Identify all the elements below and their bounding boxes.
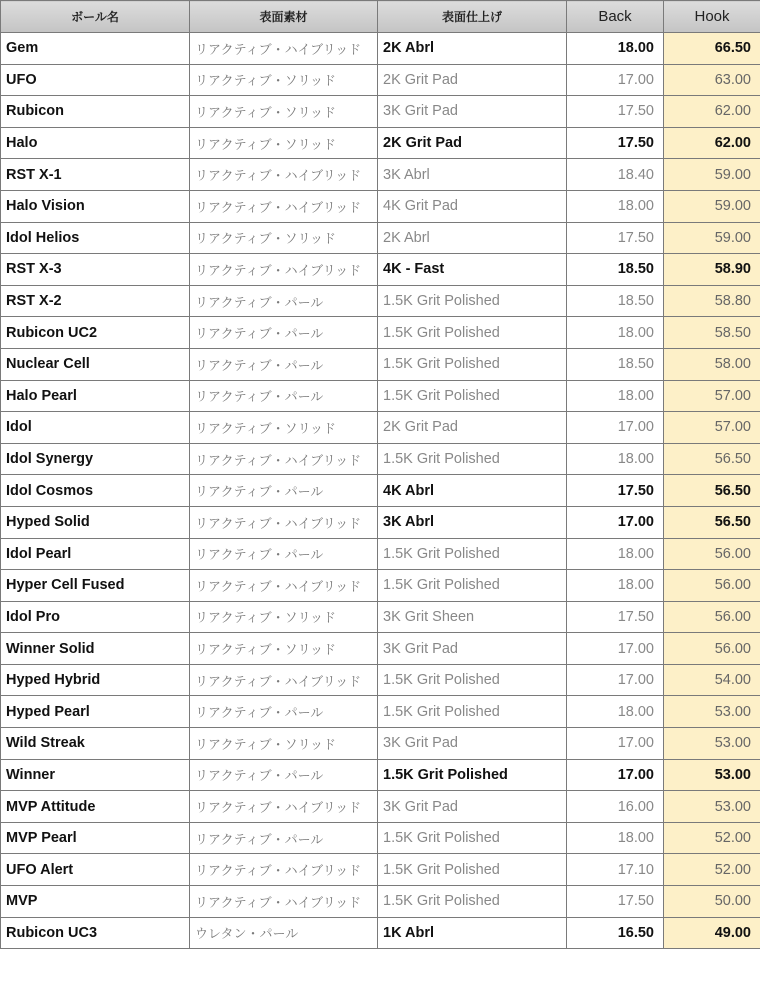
surface-material-cell: リアクティブ・ソリッド [190,222,378,254]
hook-value-cell: 56.50 [664,443,760,475]
surface-finish-cell: 4K - Fast [378,254,567,286]
surface-finish-cell: 1.5K Grit Polished [378,664,567,696]
ball-name-cell: Idol [1,412,190,444]
table-row [1,854,760,886]
ball-name-cell: Halo Pearl [1,380,190,412]
table-row [1,886,760,918]
ball-name-cell: Idol Helios [1,222,190,254]
surface-material-cell: リアクティブ・ハイブリッド [190,506,378,538]
back-value-cell: 17.50 [567,127,664,159]
back-value-cell: 17.50 [567,475,664,507]
table-row [1,475,760,507]
back-value-cell: 18.00 [567,822,664,854]
table-row [1,759,760,791]
hook-value-cell: 54.00 [664,664,760,696]
surface-finish-cell: 3K Grit Pad [378,633,567,665]
table-row [1,412,760,444]
ball-name-cell: Wild Streak [1,728,190,760]
header-row [1,1,760,33]
hook-value-cell: 57.00 [664,380,760,412]
surface-material-cell: リアクティブ・パール [190,759,378,791]
back-value-cell: 17.10 [567,854,664,886]
back-value-cell: 17.00 [567,506,664,538]
surface-finish-cell: 1.5K Grit Polished [378,317,567,349]
surface-finish-cell: 1.5K Grit Polished [378,822,567,854]
hook-value-cell: 59.00 [664,222,760,254]
surface-material-cell: リアクティブ・ソリッド [190,601,378,633]
ball-name-cell: Halo [1,127,190,159]
header-surface-material[interactable]: 表面素材 [190,1,378,33]
surface-finish-cell: 2K Grit Pad [378,127,567,159]
surface-material-cell: リアクティブ・パール [190,285,378,317]
table-row [1,348,760,380]
back-value-cell: 17.50 [567,886,664,918]
surface-finish-cell: 1.5K Grit Polished [378,570,567,602]
surface-finish-cell: 3K Grit Pad [378,791,567,823]
hook-value-cell: 53.00 [664,759,760,791]
table-row [1,696,760,728]
hook-value-cell: 52.00 [664,822,760,854]
hook-value-cell: 52.00 [664,854,760,886]
table-row [1,127,760,159]
table-row [1,664,760,696]
ball-name-cell: Idol Pearl [1,538,190,570]
surface-material-cell: リアクティブ・ハイブリッド [190,664,378,696]
table-row [1,917,760,949]
back-value-cell: 17.50 [567,96,664,128]
hook-value-cell: 62.00 [664,127,760,159]
back-value-cell: 18.50 [567,285,664,317]
table-row [1,96,760,128]
table-row [1,64,760,96]
surface-finish-cell: 1.5K Grit Polished [378,380,567,412]
back-value-cell: 17.00 [567,728,664,760]
hook-value-cell: 58.50 [664,317,760,349]
surface-finish-cell: 3K Grit Sheen [378,601,567,633]
table-row [1,159,760,191]
surface-finish-cell: 3K Abrl [378,159,567,191]
ball-name-cell: MVP Attitude [1,791,190,823]
back-value-cell: 17.50 [567,601,664,633]
back-value-cell: 16.00 [567,791,664,823]
surface-material-cell: リアクティブ・パール [190,317,378,349]
back-value-cell: 18.00 [567,538,664,570]
ball-name-cell: Winner Solid [1,633,190,665]
surface-material-cell: リアクティブ・ハイブリッド [190,443,378,475]
back-value-cell: 17.00 [567,64,664,96]
surface-material-cell: リアクティブ・パール [190,348,378,380]
surface-finish-cell: 2K Grit Pad [378,412,567,444]
hook-value-cell: 49.00 [664,917,760,949]
ball-name-cell: UFO Alert [1,854,190,886]
surface-material-cell: リアクティブ・ソリッド [190,96,378,128]
hook-value-cell: 53.00 [664,791,760,823]
surface-finish-cell: 1.5K Grit Polished [378,854,567,886]
table-row [1,728,760,760]
table-row [1,538,760,570]
hook-value-cell: 62.00 [664,96,760,128]
header-back[interactable]: Back [567,1,664,33]
ball-name-cell: Winner [1,759,190,791]
table-row [1,570,760,602]
surface-finish-cell: 1.5K Grit Polished [378,285,567,317]
surface-material-cell: リアクティブ・ソリッド [190,633,378,665]
hook-value-cell: 56.50 [664,506,760,538]
ball-name-cell: MVP Pearl [1,822,190,854]
ball-name-cell: Gem [1,33,190,65]
ball-name-cell: Hyped Pearl [1,696,190,728]
hook-value-cell: 58.00 [664,348,760,380]
ball-name-cell: Hyped Hybrid [1,664,190,696]
surface-finish-cell: 3K Grit Pad [378,728,567,760]
surface-material-cell: リアクティブ・ハイブリッド [190,254,378,286]
hook-value-cell: 59.00 [664,159,760,191]
ball-name-cell: UFO [1,64,190,96]
surface-finish-cell: 2K Abrl [378,33,567,65]
hook-value-cell: 53.00 [664,728,760,760]
table-row [1,33,760,65]
table-row [1,222,760,254]
ball-name-cell: Rubicon UC3 [1,917,190,949]
surface-finish-cell: 3K Grit Pad [378,96,567,128]
back-value-cell: 18.00 [567,380,664,412]
table-row [1,380,760,412]
hook-value-cell: 58.90 [664,254,760,286]
ball-name-cell: Halo Vision [1,190,190,222]
surface-material-cell: リアクティブ・ハイブリッド [190,33,378,65]
surface-material-cell: リアクティブ・ハイブリッド [190,854,378,886]
hook-value-cell: 58.80 [664,285,760,317]
surface-material-cell: リアクティブ・パール [190,696,378,728]
surface-material-cell: ウレタン・パール [190,917,378,949]
table-row [1,791,760,823]
hook-value-cell: 56.50 [664,475,760,507]
surface-material-cell: リアクティブ・パール [190,475,378,507]
hook-value-cell: 63.00 [664,64,760,96]
surface-finish-cell: 4K Grit Pad [378,190,567,222]
surface-material-cell: リアクティブ・ソリッド [190,412,378,444]
header-surface-finish[interactable]: 表面仕上げ [378,1,567,33]
surface-finish-cell: 1K Abrl [378,917,567,949]
surface-finish-cell: 1.5K Grit Polished [378,443,567,475]
ball-name-cell: Hyped Solid [1,506,190,538]
table-row [1,506,760,538]
ball-name-cell: RST X-3 [1,254,190,286]
table-row [1,443,760,475]
surface-material-cell: リアクティブ・ハイブリッド [190,190,378,222]
surface-material-cell: リアクティブ・ソリッド [190,127,378,159]
ball-name-cell: Hyper Cell Fused [1,570,190,602]
hook-value-cell: 56.00 [664,633,760,665]
ball-name-cell: Idol Cosmos [1,475,190,507]
back-value-cell: 18.00 [567,190,664,222]
ball-name-cell: Rubicon UC2 [1,317,190,349]
header-ball-name[interactable]: ボール名 [1,1,190,33]
table-row [1,285,760,317]
back-value-cell: 18.00 [567,317,664,349]
ball-name-cell: RST X-2 [1,285,190,317]
surface-material-cell: リアクティブ・ハイブリッド [190,159,378,191]
hook-value-cell: 59.00 [664,190,760,222]
ball-name-cell: Idol Pro [1,601,190,633]
back-value-cell: 18.00 [567,570,664,602]
hook-value-cell: 56.00 [664,538,760,570]
surface-material-cell: リアクティブ・ハイブリッド [190,791,378,823]
hook-value-cell: 66.50 [664,33,760,65]
surface-material-cell: リアクティブ・ハイブリッド [190,570,378,602]
table-row [1,822,760,854]
back-value-cell: 18.00 [567,33,664,65]
surface-finish-cell: 1.5K Grit Polished [378,759,567,791]
back-value-cell: 18.40 [567,159,664,191]
back-value-cell: 17.00 [567,412,664,444]
surface-material-cell: リアクティブ・パール [190,538,378,570]
surface-finish-cell: 2K Abrl [378,222,567,254]
table-row [1,601,760,633]
surface-material-cell: リアクティブ・ソリッド [190,64,378,96]
surface-material-cell: リアクティブ・ソリッド [190,728,378,760]
surface-finish-cell: 3K Abrl [378,506,567,538]
ball-name-cell: Nuclear Cell [1,348,190,380]
back-value-cell: 18.50 [567,348,664,380]
surface-material-cell: リアクティブ・パール [190,822,378,854]
surface-material-cell: リアクティブ・ハイブリッド [190,886,378,918]
hook-value-cell: 57.00 [664,412,760,444]
hook-value-cell: 53.00 [664,696,760,728]
hook-value-cell: 56.00 [664,570,760,602]
back-value-cell: 17.00 [567,759,664,791]
hook-value-cell: 56.00 [664,601,760,633]
surface-finish-cell: 2K Grit Pad [378,64,567,96]
ball-name-cell: MVP [1,886,190,918]
ball-name-cell: RST X-1 [1,159,190,191]
ball-name-cell: Idol Synergy [1,443,190,475]
back-value-cell: 16.50 [567,917,664,949]
header-hook[interactable]: Hook [664,1,760,33]
table-body [1,33,760,949]
ball-name-cell: Rubicon [1,96,190,128]
table-row [1,190,760,222]
surface-finish-cell: 4K Abrl [378,475,567,507]
surface-finish-cell: 1.5K Grit Polished [378,538,567,570]
back-value-cell: 17.00 [567,633,664,665]
back-value-cell: 17.50 [567,222,664,254]
table-row [1,254,760,286]
hook-value-cell: 50.00 [664,886,760,918]
surface-finish-cell: 1.5K Grit Polished [378,886,567,918]
back-value-cell: 18.00 [567,696,664,728]
back-value-cell: 17.00 [567,664,664,696]
surface-finish-cell: 1.5K Grit Polished [378,696,567,728]
surface-material-cell: リアクティブ・パール [190,380,378,412]
surface-finish-cell: 1.5K Grit Polished [378,348,567,380]
table-row [1,317,760,349]
table-row [1,633,760,665]
back-value-cell: 18.50 [567,254,664,286]
back-value-cell: 18.00 [567,443,664,475]
